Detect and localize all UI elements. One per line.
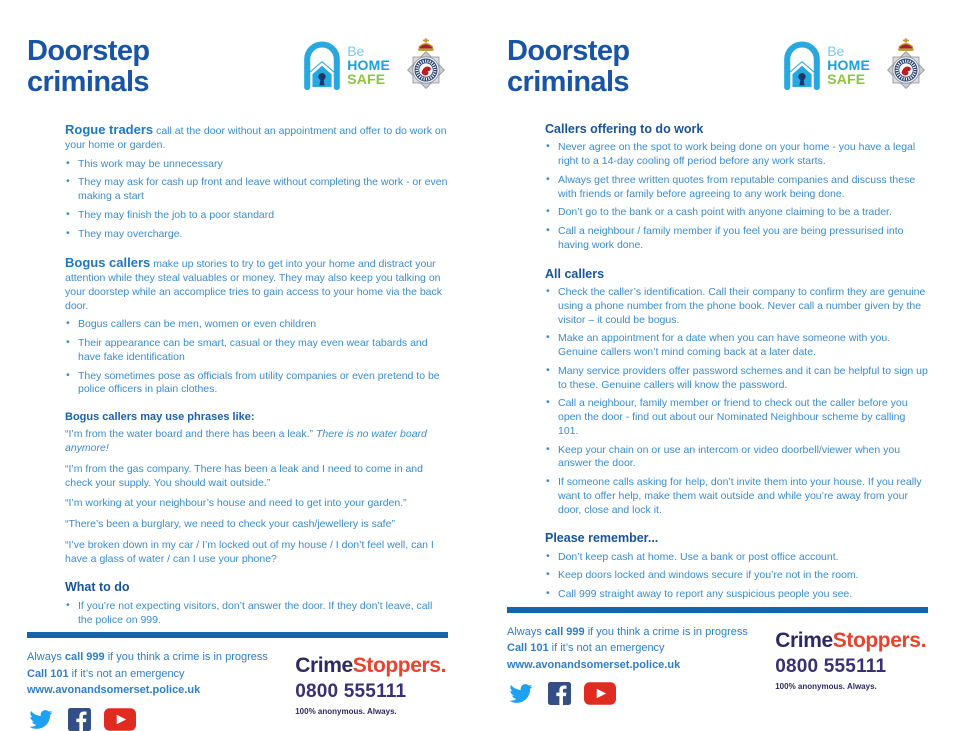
rogue-traders-bullets: [65, 158, 448, 242]
page-footer: [27, 632, 448, 731]
left-page-content: [65, 121, 448, 632]
footer-contact: [507, 624, 748, 706]
quote-text: “There’s been a burglary, we need to check your cash/jewellery is safe”: [65, 518, 395, 531]
footer-contact: [27, 649, 268, 731]
rogue-traders-paragraph: [65, 121, 448, 153]
page-header: [507, 36, 928, 99]
list-item: • Keep doors locked and windows secure if you’re not in the room.: [545, 569, 928, 583]
list-item: • Call a neighbour, family member or friend to check out the caller before you open the door - find out about our Nominated Neighbour scheme by calling 101.: [545, 397, 928, 438]
remember-heading: Please remember...: [545, 531, 659, 546]
header-logos: [302, 36, 448, 99]
quote-text: “I’ve broken down in my car / I’m locked out of my house / I don’t feel well, can I have a glass of water / can I use your phone?: [65, 538, 434, 565]
crimestoppers-block: [295, 649, 448, 716]
list-item: • Check the caller’s identification. Call their company to confirm they are genuine using a phone number from the phone book. Never call a number given by the visitor – it could be bogus.: [545, 286, 928, 327]
logo-word-be: Be: [827, 43, 845, 59]
rogue-traders-text: call at the door without an appointment and offer to do work on your home or garden.: [65, 125, 447, 151]
title-line-1: Doorstep: [507, 35, 630, 67]
list-item: • If you’re not expecting visitors, don’t answer the door. If they don’t leave, call the police on 999.: [65, 600, 448, 628]
list-item: • If someone calls asking for help, don’t invite them into your house. If you really want to offer help, make them wait outside and while you’re away from your door, close and lock it.: [545, 476, 928, 517]
quote: [65, 463, 448, 491]
logo-word-be: Be: [347, 43, 365, 59]
page-left: [0, 0, 480, 717]
footer-bar: [507, 607, 928, 613]
footer-line-999: Always call 999 if you think a crime is in progress: [507, 625, 748, 638]
crimestoppers-phone: 0800 555111: [775, 655, 887, 677]
youtube-icon[interactable]: [584, 682, 616, 705]
logo-word-home: HOME: [347, 57, 390, 73]
what-to-do-bullets: [65, 600, 448, 628]
be-home-safe-wordmark: [347, 38, 390, 86]
logo-word-home: HOME: [827, 57, 870, 73]
quote: [65, 497, 448, 511]
remember-bullets: [545, 551, 928, 602]
list-item: • They may overcharge.: [65, 228, 448, 242]
logo-word-safe: SAFE: [827, 71, 866, 87]
offering-bullets: [545, 141, 928, 252]
twitter-icon[interactable]: [507, 682, 535, 705]
page-title: [507, 36, 630, 97]
bogus-callers-bullets: [65, 318, 448, 397]
bogus-callers-paragraph: [65, 254, 448, 313]
title-line-2: criminals: [507, 65, 629, 98]
list-item: • Never agree on the spot to work being done on your home - you have a legal right to a 14-day cooling off period before any work starts.: [545, 141, 928, 169]
crimestoppers-logo: CrimeStoppers.: [775, 628, 926, 652]
page-right: [480, 0, 960, 691]
all-callers-bullets: [545, 286, 928, 517]
list-item: • Call a neighbour / family member if you feel you are being pressurised into having work done.: [545, 225, 928, 253]
list-item: • Don’t go to the bank or a cash point with anyone claiming to be a trader.: [545, 206, 928, 220]
quote: [65, 428, 448, 456]
list-item: • Bogus callers can be men, women or even children: [65, 318, 448, 332]
quote-text: “I’m from the water board and there has been a leak.”: [65, 428, 314, 441]
list-item: • They may ask for cash up front and leave without completing the work - or even making a start: [65, 176, 448, 204]
bogus-callers-text: make up stories to try to get into your home and distract your attention while they steal valuables or money. They may also keep you talking on your doorstep while an accomplice tries to gain access to your home via the back door.: [65, 258, 443, 312]
footer-bar: [27, 632, 448, 638]
crimestoppers-phone: 0800 555111: [295, 681, 407, 703]
footer-line-101: Call 101 if it’s not an emergency: [27, 667, 185, 680]
list-item: • Always get three written quotes from reputable companies and discuss these with friends or family before agreeing to any work being done.: [545, 174, 928, 202]
home-lock-icon: [782, 38, 822, 96]
website-link[interactable]: www.avonandsomerset.police.uk: [27, 684, 201, 697]
quote-text: “I’m from the gas company. There has been a leak and I need to come in and check your supply. You should wait outside.”: [65, 462, 423, 489]
home-lock-icon: [302, 38, 342, 96]
list-item: • Keep your chain on or use an intercom or video doorbell/viewer when you answer the door.: [545, 444, 928, 472]
all-callers-heading: All callers: [545, 266, 605, 281]
crimestoppers-tagline: 100% anonymous. Always.: [295, 707, 397, 717]
list-item: • Many service providers offer password schemes and it can be helpful to sign up to these. Genuine callers will know the password.: [545, 365, 928, 393]
what-to-do-heading: What to do: [65, 580, 130, 595]
police-crest-icon: [404, 38, 448, 99]
twitter-icon[interactable]: [27, 708, 55, 731]
list-item: • Make an appointment for a date when you can have someone with you. Genuine callers won’t mind coming back at a later date.: [545, 332, 928, 360]
be-home-safe-wordmark: [827, 38, 870, 86]
be-home-safe-logo: [782, 38, 870, 96]
header-logos: [782, 36, 928, 99]
be-home-safe-logo: [302, 38, 390, 96]
list-item: • This work may be unnecessary: [65, 158, 448, 172]
list-item: • They may finish the job to a poor standard: [65, 209, 448, 223]
list-item: • Call 999 straight away to report any suspicious people you see.: [545, 588, 928, 602]
crimestoppers-logo: CrimeStoppers.: [295, 654, 446, 678]
page-title: [27, 36, 150, 97]
youtube-icon[interactable]: [104, 708, 136, 731]
social-icons: [27, 708, 268, 731]
facebook-icon[interactable]: [548, 682, 571, 705]
police-crest-icon: [884, 38, 928, 99]
list-item: • Don’t keep cash at home. Use a bank or post office account.: [545, 551, 928, 565]
list-item: • Their appearance can be smart, casual or they may even wear tabards and have fake identification: [65, 337, 448, 365]
list-item: • They sometimes pose as officials from utility companies or even pretend to be police officers in plain clothes.: [65, 370, 448, 398]
facebook-icon[interactable]: [68, 708, 91, 731]
footer-line-999: Always call 999 if you think a crime is in progress: [27, 651, 268, 664]
crimestoppers-tagline: 100% anonymous. Always.: [775, 681, 877, 691]
bogus-callers-lead: Bogus callers: [65, 255, 151, 271]
offering-heading: Callers offering to do work: [545, 122, 704, 136]
quote-text: “I’m working at your neighbour’s house and need to get into your garden.”: [65, 497, 407, 510]
phrases-heading: Bogus callers may use phrases like:: [65, 411, 255, 423]
website-link[interactable]: www.avonandsomerset.police.uk: [507, 658, 681, 671]
quote: [65, 539, 448, 567]
title-line-2: criminals: [27, 65, 149, 98]
page-footer: [507, 607, 928, 706]
footer-line-101: Call 101 if it’s not an emergency: [507, 642, 665, 655]
rogue-traders-lead: Rogue traders: [65, 122, 154, 137]
social-icons: [507, 682, 748, 705]
title-line-1: Doorstep: [27, 35, 150, 67]
quote-italic: There is no water board anymore!: [65, 428, 427, 455]
quote: [65, 518, 448, 532]
right-page-content: [545, 121, 928, 607]
page-header: [27, 36, 448, 99]
logo-word-safe: SAFE: [347, 71, 386, 87]
